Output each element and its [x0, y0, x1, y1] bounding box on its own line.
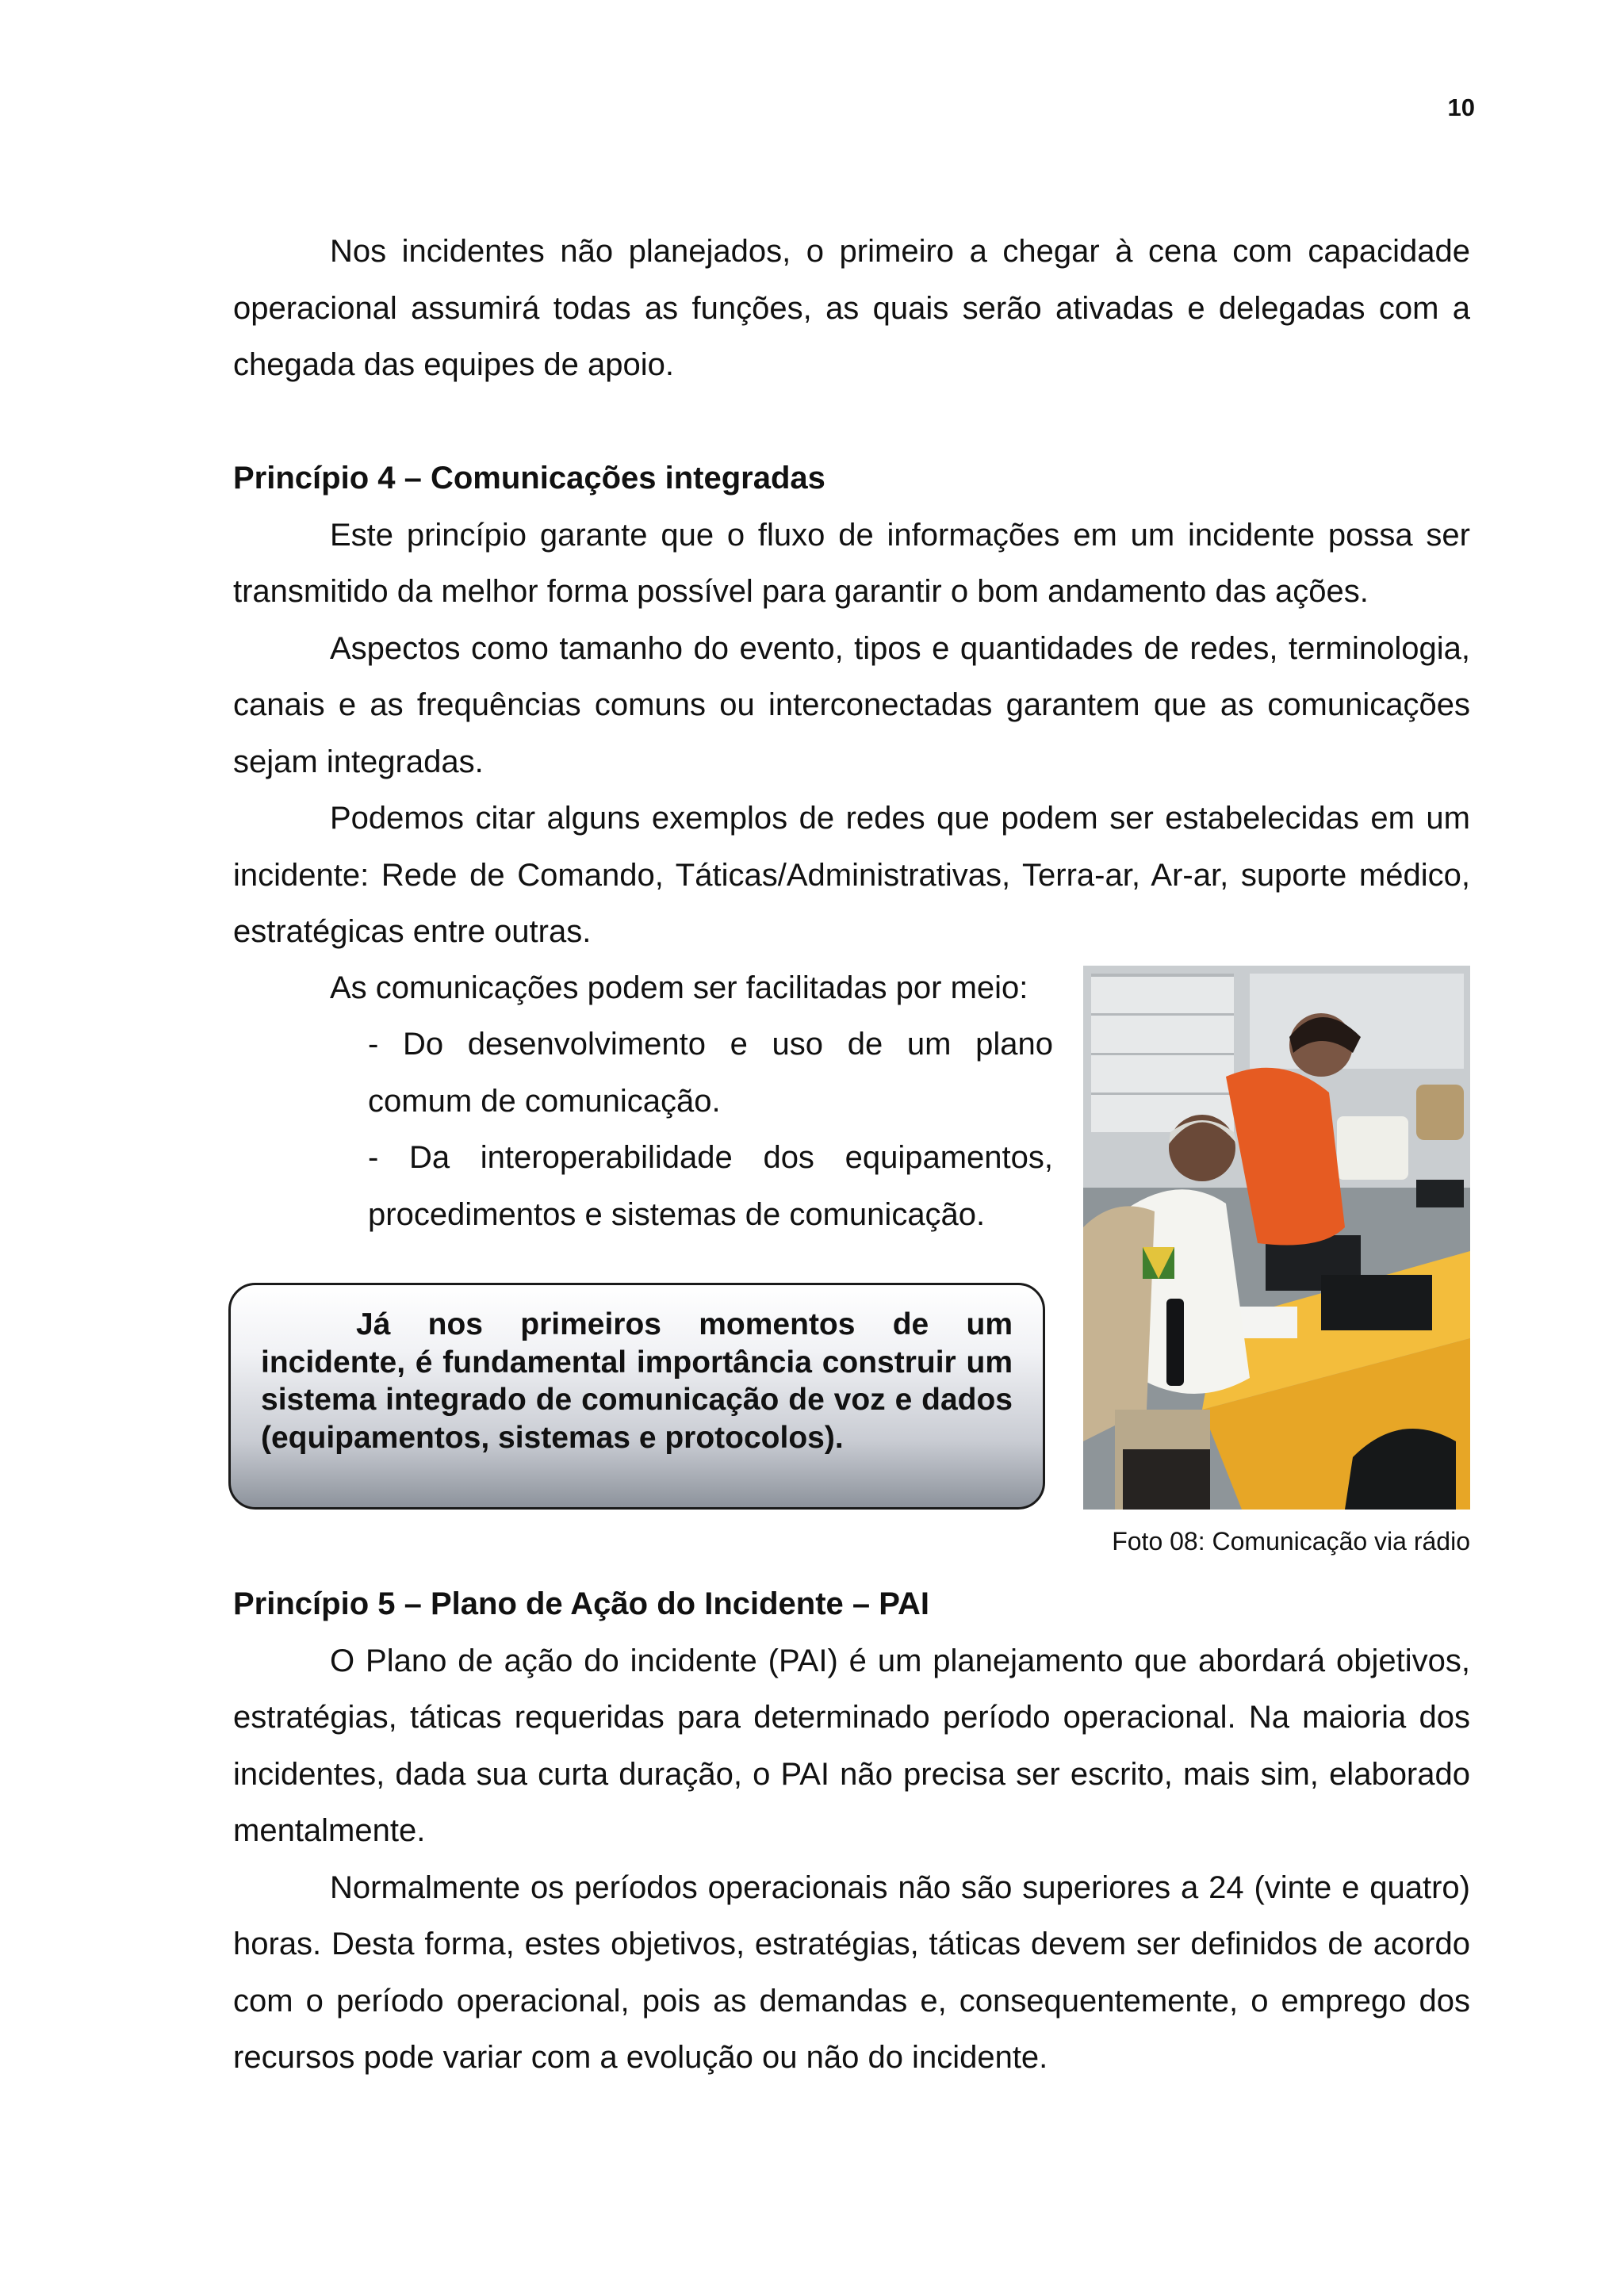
body-text-top — [233, 224, 1470, 961]
principle-4-paragraph-1: Este princípio garante que o fluxo de informações em um incidente possa ser transmitido da melhor forma possível para garantir o bom andamento das ações. — [233, 517, 1470, 609]
principle-4-paragraph-2: Aspectos como tamanho do evento, tipos e quantidades de redes, terminologia, canais e as frequências comuns ou interconectadas garantem que as comunicações sejam integradas. — [233, 630, 1470, 779]
photo-illustration — [1083, 966, 1470, 1510]
principle-4-paragraph-3: Podemos citar alguns exemplos de redes que podem ser estabelecidas em um incidente: Rede de Comando, Táticas/Administrativas, Terra-ar, Ar-ar, suporte médico, estratégicas entre outras. — [233, 801, 1470, 949]
body-text-bottom — [233, 1576, 1470, 2087]
principle-5-paragraph-2: Normalmente os períodos operacionais não são superiores a 24 (vinte e quatro) horas. Desta forma, estes objetivos, estratégias, táticas devem ser definidos de acordo com o período operacional, pois as demandas e, consequentemente, o emprego dos recursos pode variar com a evolução ou não do incidente. — [233, 1869, 1470, 2075]
callout-text: Já nos primeiros momentos de um incidente, é fundamental importância construir um sistema integrado de comunicação de voz e dados (equipamentos, sistemas e protocolos). — [261, 1307, 1013, 1455]
list-item-plan: - Do desenvolvimento e uso de um plano comum de comunicação. — [368, 1027, 1053, 1119]
callout-box — [228, 1283, 1045, 1510]
radio-communication-photo — [1083, 966, 1470, 1510]
principle-5-paragraph-1: O Plano de ação do incidente (PAI) é um planejamento que abordará objetivos, estratégias, táticas requeridas para determinado período operacional. Na maioria dos incidentes, dada sua curta duração, o PAI não precisa ser escrito, mais sim, elaborado mentalmente. — [233, 1643, 1470, 1848]
intro-paragraph: Nos incidentes não planejados, o primeiro a chegar à cena com capacidade operacional assumirá todas as funções, as quais serão ativadas e delegadas com a chegada das equipes de apoio. — [233, 234, 1470, 382]
photo-caption: Foto 08: Comunicação via rádio — [1112, 1527, 1470, 1556]
facilitated-intro: As comunicações podem ser facilitadas por meio: — [330, 970, 1028, 1005]
page-number: 10 — [1447, 94, 1475, 121]
list-item-interoperability: - Da interoperabilidade dos equipamentos, procedimentos e sistemas de comunicação. — [368, 1140, 1053, 1232]
principle-4-heading: Princípio 4 – Comunicações integradas — [233, 461, 825, 496]
principle-5-heading: Princípio 5 – Plano de Ação do Incidente – PAI — [233, 1586, 929, 1621]
blank-line — [233, 394, 1470, 451]
